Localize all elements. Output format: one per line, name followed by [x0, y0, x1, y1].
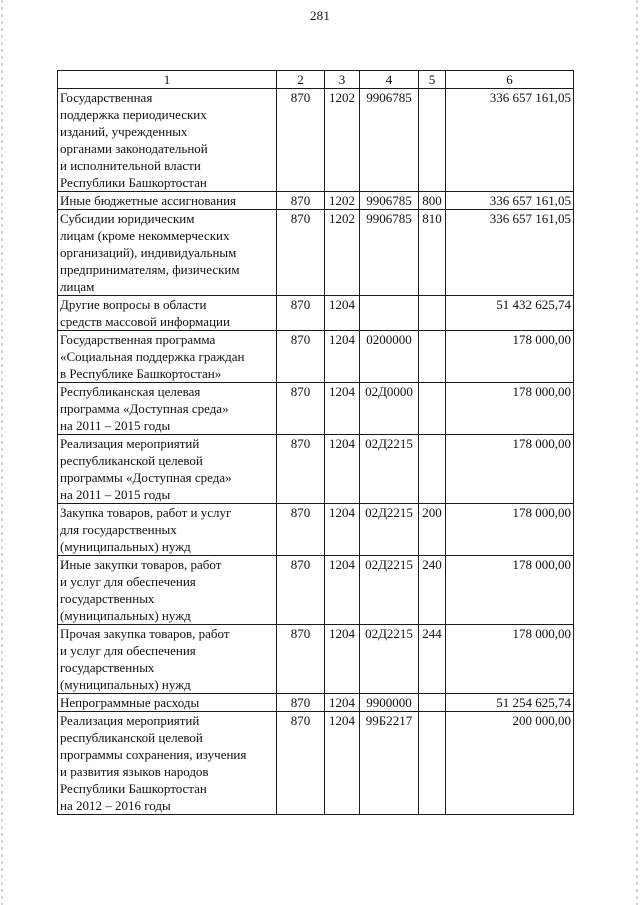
row-vr-cell [419, 331, 446, 383]
row-vr-cell [419, 694, 446, 712]
row-ved-cell: 870 [277, 712, 325, 815]
row-name-cell: Реализация мероприятий республиканской целевой программы сохранения, изучения и развития языков народов Республики Башкортостан на 2012 – 2016 годы [58, 712, 277, 815]
column-header: 5 [419, 71, 446, 89]
row-sum-cell: 178 000,00 [446, 556, 574, 625]
row-vr-cell: 244 [419, 625, 446, 694]
row-vr-cell: 800 [419, 192, 446, 210]
column-header: 4 [360, 71, 419, 89]
table-row [58, 504, 574, 556]
table-row [58, 89, 574, 192]
table-row [58, 383, 574, 435]
row-sum-cell: 336 657 161,05 [446, 89, 574, 192]
page-number: 281 [309, 8, 331, 23]
table-row [58, 556, 574, 625]
row-sum-cell: 336 657 161,05 [446, 192, 574, 210]
row-sum-cell: 178 000,00 [446, 504, 574, 556]
table-row [58, 210, 574, 296]
table-row [58, 625, 574, 694]
row-sum-cell: 336 657 161,05 [446, 210, 574, 296]
row-csr-cell: 02Д2215 [360, 625, 419, 694]
table-row [58, 435, 574, 504]
row-ved-cell: 870 [277, 504, 325, 556]
row-rzpr-cell: 1204 [325, 504, 360, 556]
row-vr-cell [419, 89, 446, 192]
row-ved-cell: 870 [277, 331, 325, 383]
row-name-cell: Государственная поддержка периодических изданий, учрежденных органами законодательной и исполнительной власти Республики Башкортостан [58, 89, 277, 192]
row-ved-cell: 870 [277, 89, 325, 192]
scan-edge-left [1, 0, 3, 905]
table-row [58, 694, 574, 712]
row-name-cell: Государственная программа «Социальная поддержка граждан в Республике Башкортостан» [58, 331, 277, 383]
row-vr-cell [419, 296, 446, 331]
row-csr-cell: 9906785 [360, 89, 419, 192]
row-csr-cell: 99Б2217 [360, 712, 419, 815]
row-csr-cell: 02Д2215 [360, 556, 419, 625]
row-csr-cell: 02Д2215 [360, 435, 419, 504]
row-rzpr-cell: 1202 [325, 192, 360, 210]
row-rzpr-cell: 1204 [325, 625, 360, 694]
row-vr-cell: 810 [419, 210, 446, 296]
table-row [58, 331, 574, 383]
row-csr-cell: 02Д2215 [360, 504, 419, 556]
row-ved-cell: 870 [277, 210, 325, 296]
column-header: 6 [446, 71, 574, 89]
column-header: 1 [58, 71, 277, 89]
row-csr-cell: 0200000 [360, 331, 419, 383]
table-row [58, 296, 574, 331]
row-csr-cell: 9906785 [360, 210, 419, 296]
row-name-cell: Иные закупки товаров, работ и услуг для обеспечения государственных (муниципальных) нужд [58, 556, 277, 625]
row-name-cell: Прочая закупка товаров, работ и услуг для обеспечения государственных (муниципальных) нужд [58, 625, 277, 694]
table-row [58, 712, 574, 815]
row-ved-cell: 870 [277, 192, 325, 210]
row-rzpr-cell: 1204 [325, 296, 360, 331]
row-sum-cell: 178 000,00 [446, 331, 574, 383]
row-name-cell: Субсидии юридическим лицам (кроме некоммерческих организаций), индивидуальным предпринимателям, физическим лицам [58, 210, 277, 296]
row-sum-cell: 178 000,00 [446, 383, 574, 435]
row-vr-cell [419, 435, 446, 504]
row-sum-cell: 178 000,00 [446, 625, 574, 694]
row-rzpr-cell: 1202 [325, 210, 360, 296]
row-sum-cell: 51 432 625,74 [446, 296, 574, 331]
row-name-cell: Непрограммные расходы [58, 694, 277, 712]
column-header: 3 [325, 71, 360, 89]
row-rzpr-cell: 1204 [325, 556, 360, 625]
row-csr-cell [360, 296, 419, 331]
row-rzpr-cell: 1202 [325, 89, 360, 192]
row-ved-cell: 870 [277, 296, 325, 331]
row-vr-cell: 240 [419, 556, 446, 625]
row-name-cell: Реализация мероприятий республиканской целевой программы «Доступная среда» на 2011 – 2015 годы [58, 435, 277, 504]
row-name-cell: Иные бюджетные ассигнования [58, 192, 277, 210]
scan-edge-right [636, 0, 638, 905]
row-ved-cell: 870 [277, 556, 325, 625]
row-vr-cell: 200 [419, 504, 446, 556]
row-ved-cell: 870 [277, 435, 325, 504]
row-sum-cell: 51 254 625,74 [446, 694, 574, 712]
row-csr-cell: 9900000 [360, 694, 419, 712]
row-csr-cell: 9906785 [360, 192, 419, 210]
row-rzpr-cell: 1204 [325, 331, 360, 383]
row-rzpr-cell: 1204 [325, 712, 360, 815]
row-vr-cell [419, 383, 446, 435]
row-ved-cell: 870 [277, 625, 325, 694]
table-header-row [58, 71, 574, 89]
budget-table [57, 70, 574, 815]
row-sum-cell: 200 000,00 [446, 712, 574, 815]
row-name-cell: Закупка товаров, работ и услуг для государственных (муниципальных) нужд [58, 504, 277, 556]
row-rzpr-cell: 1204 [325, 694, 360, 712]
row-rzpr-cell: 1204 [325, 383, 360, 435]
column-header: 2 [277, 71, 325, 89]
row-sum-cell: 178 000,00 [446, 435, 574, 504]
budget-table-body [58, 71, 574, 815]
row-ved-cell: 870 [277, 694, 325, 712]
table-row [58, 192, 574, 210]
row-rzpr-cell: 1204 [325, 435, 360, 504]
row-name-cell: Другие вопросы в области средств массовой информации [58, 296, 277, 331]
row-name-cell: Республиканская целевая программа «Доступная среда» на 2011 – 2015 годы [58, 383, 277, 435]
row-vr-cell [419, 712, 446, 815]
row-ved-cell: 870 [277, 383, 325, 435]
row-csr-cell: 02Д0000 [360, 383, 419, 435]
